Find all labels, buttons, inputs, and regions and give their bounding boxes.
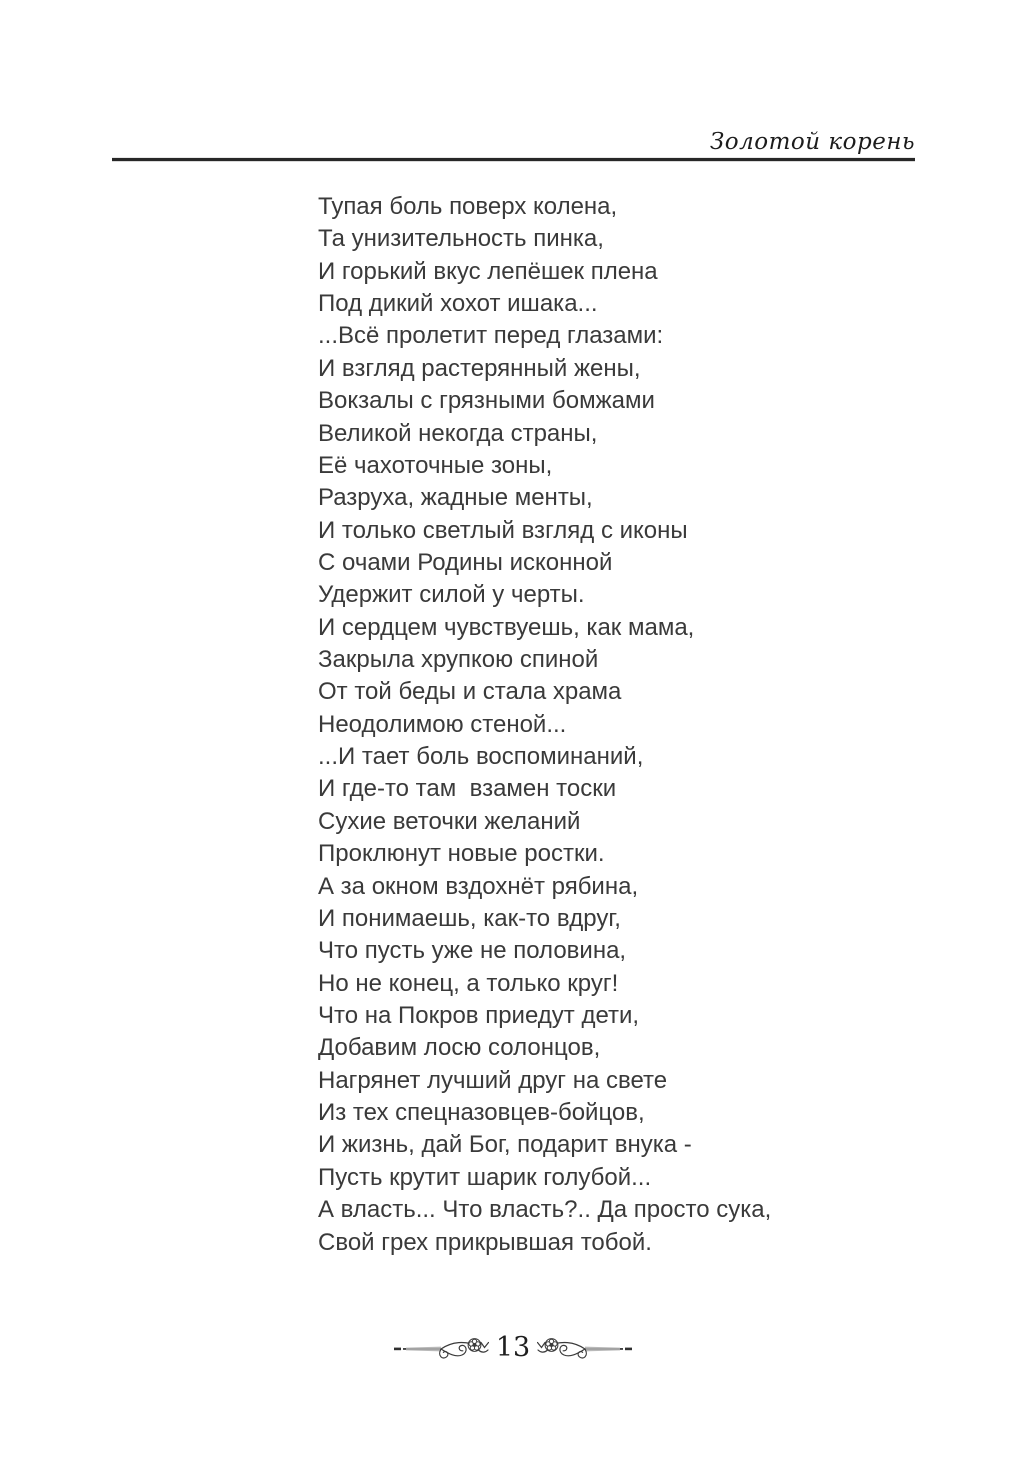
poem-line: И понимаешь, как-то вдруг,: [318, 904, 621, 932]
poem-line: Удержит силой у черты.: [318, 581, 585, 609]
poem-line: ...И тает боль воспоминаний,: [318, 743, 644, 771]
poem-line: И взгляд растерянный жены,: [318, 354, 641, 382]
poem-line: Проклюнут новые ростки.: [318, 840, 605, 868]
header-rule: [112, 158, 915, 161]
poem-line: Её чахоточные зоны,: [318, 451, 553, 479]
poem-line: Нагрянет лучший друг на свете: [318, 1066, 668, 1094]
poem-line: И жизнь, дай Бог, подарит внука -: [318, 1131, 692, 1159]
poem-line: От той беды и стала храма: [318, 678, 622, 706]
poem-line: Та унизительность пинка,: [318, 225, 604, 253]
poem-line: И горький вкус лепёшек плена: [318, 257, 658, 285]
poem-line: И только светлый взгляд с иконы: [318, 516, 688, 544]
poem-line: Неодолимою стеной...: [318, 710, 567, 738]
poem-line: И где-то там взамен тоски: [318, 775, 617, 803]
poem-line: А власть... Что власть?.. Да просто сука,: [318, 1196, 772, 1224]
ornament-flourish-right-icon: [537, 1330, 633, 1366]
poem-line: Тупая боль поверх колена,: [318, 193, 618, 220]
running-head-title: Золотой корень: [709, 129, 915, 155]
poem-line: Из тех спецназовцев-бойцов,: [318, 1099, 645, 1127]
poem-line: С очами Родины исконной: [318, 548, 613, 576]
poem-text-block: [318, 191, 771, 1259]
page-number: 13: [495, 1332, 531, 1363]
poem-line: Пусть крутит шарик голубой...: [318, 1163, 652, 1191]
poem-line: Разруха, жадные менты,: [318, 484, 593, 512]
poem-line: Под дикий хохот ишака...: [318, 290, 598, 318]
poem-line: А за окном вздохнёт рябина,: [318, 872, 639, 900]
poem-line: Вокзалы с грязными бомжами: [318, 387, 655, 415]
poem-line: Свой грех прикрывшая тобой.: [318, 1228, 652, 1256]
poem-line: Что на Покров приедут дети,: [318, 1001, 640, 1029]
poem-line: Но не конец, а только круг!: [318, 969, 619, 997]
footer: [0, 1330, 1026, 1366]
poem-line: Сухие веточки желаний: [318, 807, 581, 835]
poem-line: Великой некогда страны,: [318, 419, 598, 447]
ornament-flourish-left-icon: [393, 1330, 489, 1366]
poem-line: И сердцем чувствуешь, как мама,: [318, 613, 695, 641]
poem-line: ...Всё пролетит перед глазами:: [318, 322, 664, 350]
poem-line: Что пусть уже не половина,: [318, 937, 627, 965]
poem-line: Закрыла хрупкою спиной: [318, 646, 599, 674]
poem-line: Добавим лосю солонцов,: [318, 1034, 601, 1062]
